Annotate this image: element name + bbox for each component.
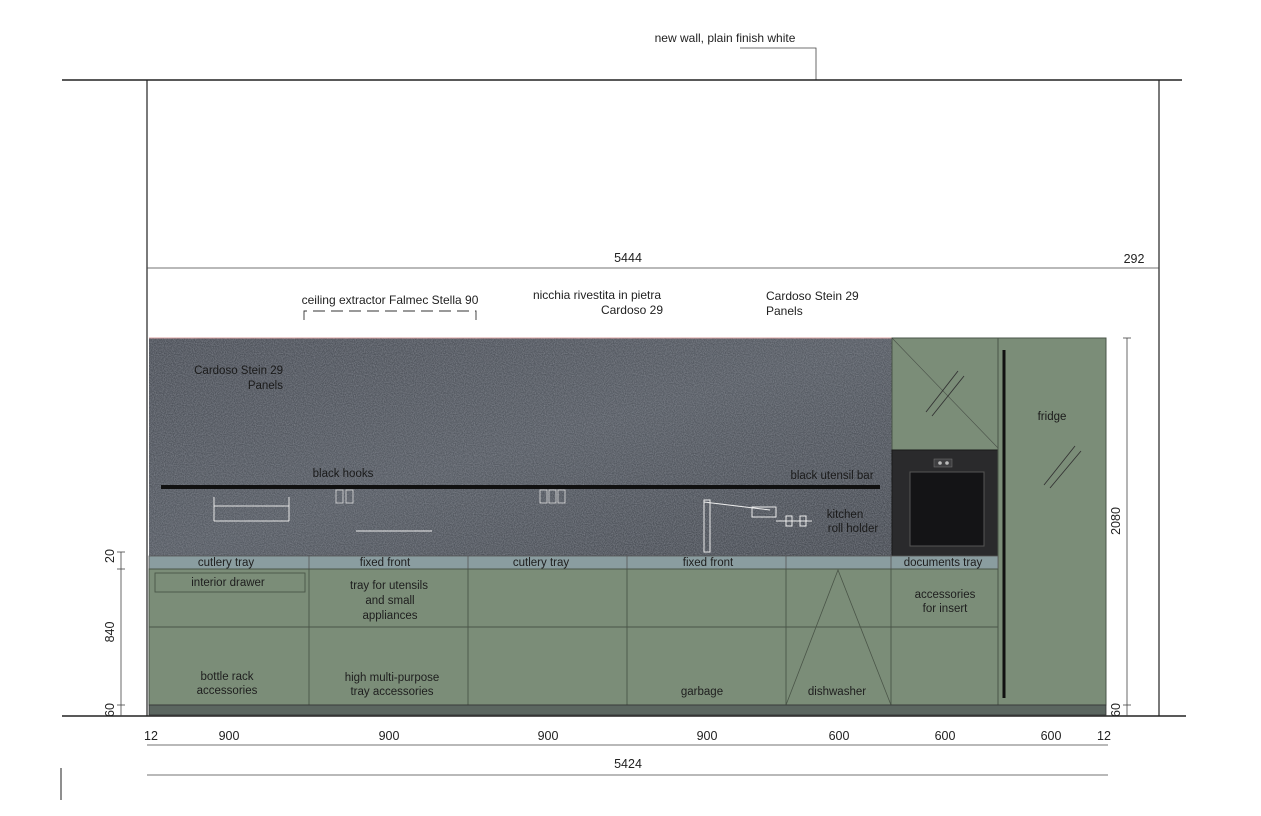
dim-width-3: 900 [537, 729, 559, 743]
dishwasher-label: dishwasher [807, 686, 867, 698]
strip-label-4: fixed front [682, 557, 734, 569]
dim-width-4: 900 [696, 729, 718, 743]
dim-edge-left: 12 [144, 729, 158, 743]
tray-label-line2: and small [365, 595, 415, 607]
oven-knob-icon [945, 461, 949, 465]
dim-total: 5424 [614, 757, 642, 771]
dim-width-2: 900 [378, 729, 400, 743]
dim-width-5: 600 [828, 729, 850, 743]
dim-2080: 2080 [1109, 507, 1123, 535]
plinth [149, 705, 1106, 715]
tray-label-line3: appliances [362, 610, 418, 622]
panels-note-line1: Cardoso Stein 29 [766, 289, 859, 303]
strip-label-1: cutlery tray [197, 557, 255, 569]
utensil-bar-label: black utensil bar [790, 470, 874, 482]
countertop-strip [149, 556, 998, 569]
dim-width-1: 900 [218, 729, 240, 743]
base-cabinets [149, 569, 998, 705]
stone-panels-label-line1: Cardoso Stein 29 [194, 365, 283, 377]
dim-width-6: 600 [934, 729, 956, 743]
niche-note-line2: Cardoso 29 [600, 303, 663, 317]
multi-tray-label-line2: tray accessories [350, 686, 434, 698]
right-gap-dim: 292 [1123, 252, 1145, 266]
bottle-rack-label-line1: bottle rack [200, 671, 254, 683]
wall-note-leader [740, 48, 816, 80]
multi-tray-label-line1: high multi-purpose [344, 672, 440, 684]
overall-width-dim: 5444 [614, 251, 642, 265]
accessories-label-line1: accessories [914, 589, 976, 601]
extractor-outline [304, 311, 476, 320]
oven-door [910, 472, 984, 546]
accessories-label-line2: for insert [922, 603, 968, 615]
strip-label-5: documents tray [903, 557, 983, 569]
dim-60-right: 60 [1109, 703, 1123, 717]
strip-label-2: fixed front [359, 557, 411, 569]
interior-drawer-label: interior drawer [191, 577, 265, 589]
oven-control-panel [934, 459, 952, 467]
roll-holder-label-line1: kitchen [826, 509, 864, 521]
wall-finish-note: new wall, plain finish white [654, 31, 796, 45]
dim-edge-right: 12 [1097, 729, 1111, 743]
panels-note-line2: Panels [766, 304, 803, 318]
niche-note-line1: nicchia rivestita in pietra [532, 288, 662, 302]
roll-holder-label-line2: roll holder [827, 523, 879, 535]
extractor-note: ceiling extractor Falmec Stella 90 [301, 293, 479, 307]
dim-840: 840 [103, 621, 117, 643]
dim-20: 20 [103, 549, 117, 563]
bottle-rack-label-line2: accessories [196, 685, 258, 697]
strip-label-3: cutlery tray [512, 557, 570, 569]
stone-panels-label-line2: Panels [247, 380, 283, 392]
oven-knob-icon [938, 461, 942, 465]
fridge-cabinet [998, 338, 1106, 705]
dim-60-left: 60 [103, 703, 117, 717]
dim-width-7: 600 [1040, 729, 1062, 743]
garbage-label: garbage [680, 686, 724, 698]
tray-label-line1: tray for utensils [350, 580, 428, 592]
black-hooks-label: black hooks [312, 468, 374, 480]
fridge-label: fridge [1037, 411, 1067, 423]
